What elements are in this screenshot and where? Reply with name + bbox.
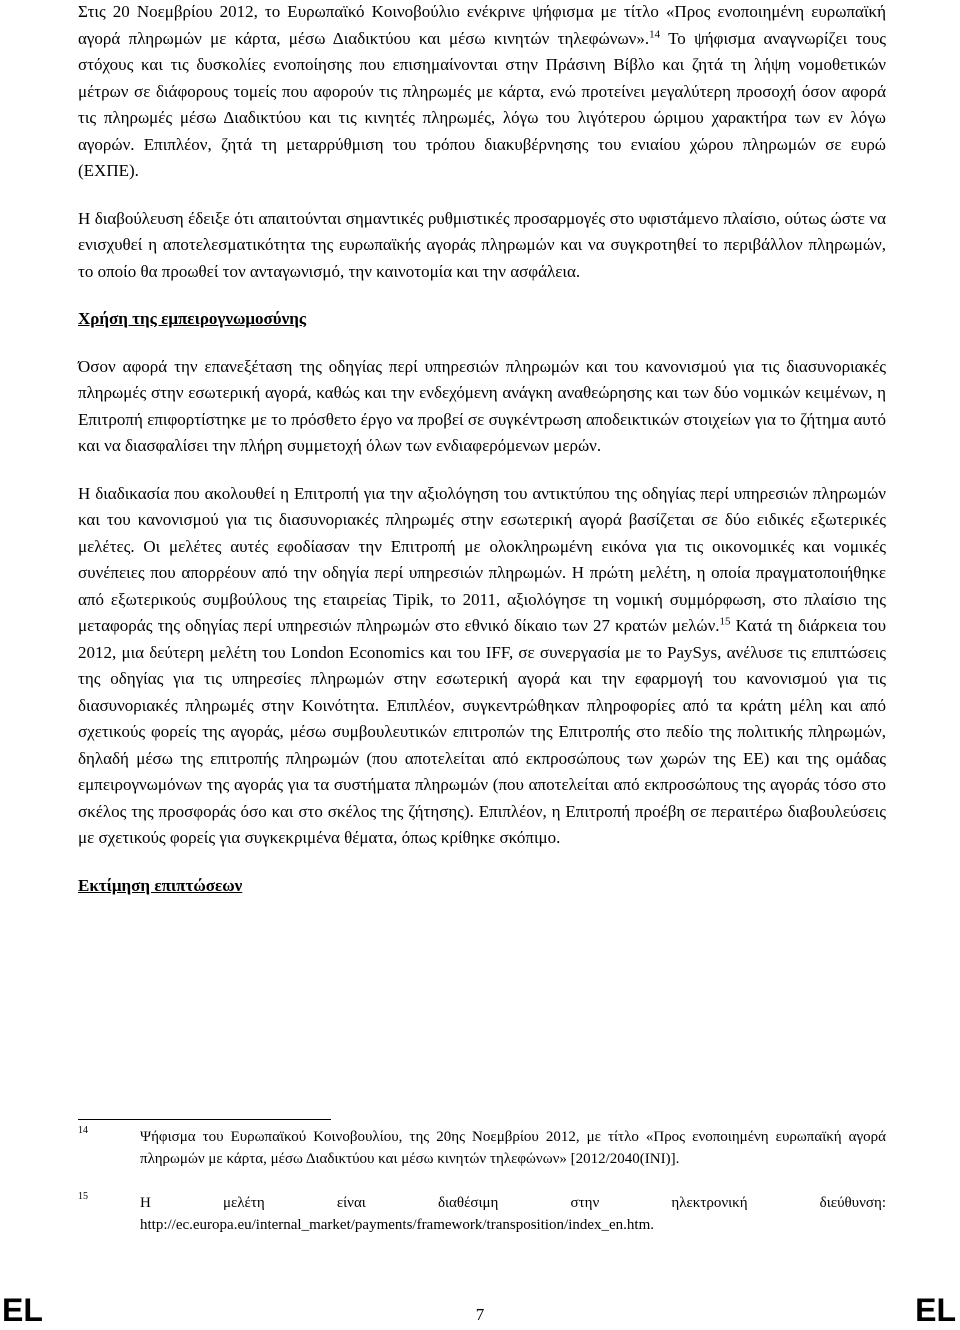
- footnote-ref-15: 15: [719, 615, 731, 628]
- section-heading-impact: Εκτίμηση επιπτώσεων: [78, 875, 243, 895]
- paragraph-text: Κατά τη διάρκεια του 2012, μια δεύτερη μελέτη του London Economics και του IFF, σε συνεργασία με το PaySys, ανέλυσε τις επιπτώσεις της οδηγίας για τις υπηρεσίες πληρωμών στην εσωτερική αγορά και την εφαρμογή του κανονισμού για τις διασυνοριακές πληρωμές στην Κοινότητα. Επιπλέον, συγκεντρώθηκαν πληροφορίες από τα κράτη μέλη και από σχετικούς φορείς της αγοράς, μέσω συμβουλευτικών επιτροπών της Επιτροπής στο πεδίο της πολιτικής πληρωμών, δηλαδή μέσω της επιτροπής πληρωμών (που αποτελείται από εκπροσώπους των χωρών της ΕΕ) και της ομάδας εμπειρογνωμόνων της αγοράς για τα συστήματα πληρωμών (που αποτελείται από εκπροσώπους της αγοράς τόσο στο σκέλος της προσφοράς όσο και στο σκέλος της ζήτησης). Επιπλέον, η Επιτροπή προέβη σε περαιτέρω διαβουλεύσεις με σχετικούς φορείς για συγκεκριμένα θέματα, όπως κρίθηκε σκόπιμο.: [78, 616, 887, 847]
- footnote-number: 15: [78, 1191, 88, 1202]
- document-body: [78, 0, 886, 919]
- paragraph-ep-resolution: [78, 0, 886, 185]
- footnote-divider: [78, 1119, 331, 1120]
- paragraph-text: Στις 20 Νοεμβρίου 2012, το Ευρωπαϊκό Κοινοβούλιο ενέκρινε ψήφισμα με τίτλο «Προς ενοποιημένη ευρωπαϊκή αγορά πληρωμών με κάρτα, μέσω Διαδικτύου και μέσω κινητών τηλεφώνων».: [78, 2, 886, 48]
- language-code-right: EL: [915, 1292, 956, 1328]
- page-number: 7: [475, 1305, 485, 1324]
- section-heading-expertise: Χρήση της εμπειρογνωμοσύνης: [78, 309, 307, 328]
- footnote-number: 14: [78, 1125, 88, 1136]
- footnote-14: [78, 1126, 886, 1170]
- language-code-left: EL: [2, 1292, 43, 1328]
- paragraph-review: Όσον αφορά την επανεξέταση της οδηγίας περί υπηρεσιών πληρωμών και του κανονισμού για τις διασυνοριακές πληρωμές στην εσωτερική αγορά, καθώς και την ενδεχόμενη ανάγκη αναθεώρησης και των δύο νομικών κειμένων, η Επιτροπή επιφορτίστηκε με το πρόσθετο έργο να προβεί σε συγκέντρωση αποδεικτικών στοιχείων για το ζήτημα αυτό και να διασφαλίσει την πλήρη συμμετοχή όλων των ενδιαφερόμενων μερών.: [78, 356, 886, 455]
- footnote-15: [78, 1192, 886, 1236]
- paragraph-text: Το ψήφισμα αναγνωρίζει τους στόχους και τις δυσκολίες ενοποίησης που επισημαίνονται στην Πράσινη Βίβλο και ζητά τη λήψη νομοθετικών μέτρων σε διάφορους τομείς που αφορούν τις πληρωμές με κάρτα, ενώ προτείνει μεγαλύτερη προσοχή όσον αφορά τις πληρωμές μέσω Διαδικτύου και τις κινητές πληρωμές, λόγω του λιγότερου ώριμου χαρακτήρα των εν λόγω αγορών. Επιπλέον, ζητά τη μεταρρύθμιση του τρόπου διακυβέρνησης του ενιαίου χώρου πληρωμών σε ευρώ (ΕΧΠΕ).: [78, 28, 886, 180]
- footnote-text: Ψήφισμα του Ευρωπαϊκού Κοινοβουλίου, της 20ης Νοεμβρίου 2012, με τίτλο «Προς ενοποιημένη ευρωπαϊκή αγορά πληρωμών με κάρτα, μέσω Διαδικτύου και μέσω κινητών τηλεφώνων» [2012/2040(INI)].: [140, 1129, 886, 1167]
- footnote-ref-14: 14: [649, 27, 661, 40]
- paragraph-studies: [78, 481, 886, 852]
- footnote-text: Η μελέτη είναι διαθέσιμη στην ηλεκτρονική διεύθυνση: http://ec.europa.eu/internal_market/payments/framework/transposition/index_en.htm.: [140, 1195, 886, 1233]
- paragraph-text: Η διαδικασία που ακολουθεί η Επιτροπή για την αξιολόγηση του αντικτύπου της οδηγίας περί υπηρεσιών πληρωμών και του κανονισμού για τις διασυνοριακές πληρωμές στην εσωτερική αγορά βασίζεται σε δύο ειδικές εξωτερικές μελέτες. Οι μελέτες αυτές εφοδίασαν την Επιτροπή με ολοκληρωμένη εικόνα για τις οικονομικές και νομικές συνέπειες που απορρέουν από την οδηγία περί υπηρεσιών πληρωμών. Η πρώτη μελέτη, η οποία πραγματοποιήθηκε από εξωτερικούς συμβούλους της εταιρείας Tipik, το 2011, αξιολόγησε τη νομική συμμόρφωση, στο πλαίσιο της μεταφοράς της οδηγίας περί υπηρεσιών πληρωμών στο εθνικό δίκαιο των 27 κρατών μελών.: [78, 483, 886, 635]
- paragraph-consultation: Η διαβούλευση έδειξε ότι απαιτούνται σημαντικές ρυθμιστικές προσαρμογές στο υφιστάμενο πλαίσιο, ούτως ώστε να ενισχυθεί η αποτελεσματικότητα της ευρωπαϊκής αγοράς πληρωμών και να συγκροτηθεί το περιβάλλον πληρωμών, το οποίο θα προωθεί τον ανταγωνισμό, την καινοτομία και την ασφάλεια.: [78, 208, 886, 281]
